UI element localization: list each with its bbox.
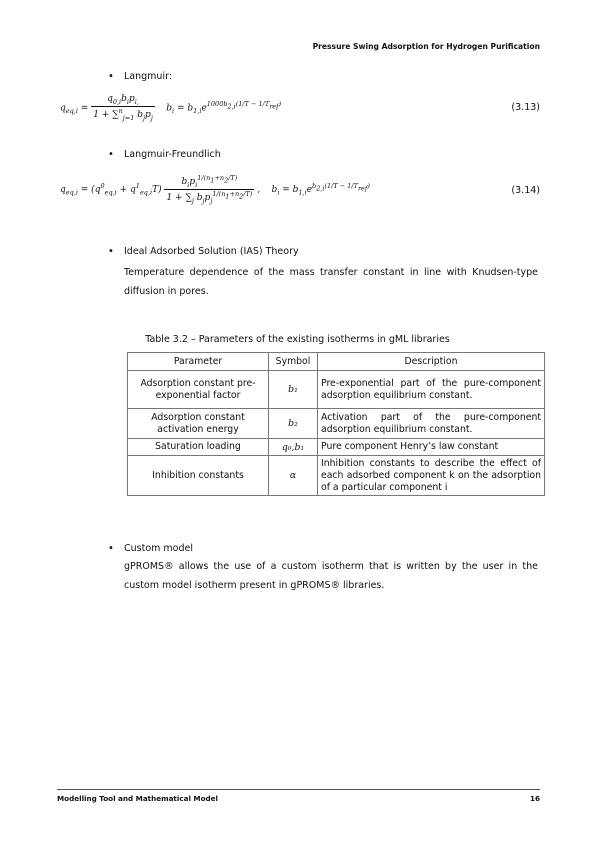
table-header-row	[128, 353, 545, 371]
equation-langmuir: $q_{eq,i}$ = $\frac{q_{0,i}b_ip_{i,}}{1 + \sum^n_{j=1} b_jp_j}$ $b_i = b_{1,i}e^{1000b_{2,i}(1/T - 1/T_{ref})}$	[60, 94, 282, 122]
footer-title: Modelling Tool and Mathematical Model	[57, 794, 218, 803]
cell-parameter: Adsorption constant activation energy	[128, 409, 269, 439]
footer-divider	[57, 789, 540, 790]
running-header: Pressure Swing Adsorption for Hydrogen Purification	[312, 42, 540, 51]
model-label-ias: Ideal Adsorbed Solution (IAS) Theory	[124, 246, 299, 257]
table-caption: Table 3.2 – Parameters of the existing isotherms in gML libraries	[145, 334, 450, 345]
cell-parameter: Inhibition constants	[128, 456, 269, 496]
column-header-symbol: Symbol	[269, 353, 318, 371]
cell-symbol: b₂	[269, 409, 318, 439]
cell-description: Pre-exponential part of the pure-component adsorption equilibrium constant.	[318, 371, 545, 409]
custom-model-description: gPROMS® allows the use of a custom isotherm that is written by the user in the custom model isotherm present in gPROMS® libraries.	[124, 561, 538, 591]
cell-parameter: Adsorption constant pre-exponential factor	[128, 371, 269, 409]
cell-description: Pure component Henry’s law constant	[318, 439, 545, 456]
table-row	[128, 409, 545, 439]
parameters-table	[127, 352, 545, 496]
cell-description: Inhibition constants to describe the effect of each adsorbed component k on the adsorption of a particular component i	[318, 456, 545, 496]
cell-symbol: b₁	[269, 371, 318, 409]
table-row	[128, 456, 545, 496]
equation-number-3-13: (3.13)	[511, 102, 540, 113]
table-row	[128, 371, 545, 409]
ias-description: Temperature dependence of the mass transfer constant in line with Knudsen-type diffusion in pores.	[124, 267, 538, 297]
cell-parameter: Saturation loading	[128, 439, 269, 456]
model-label-langmuir-freundlich: Langmuir-Freundlich	[124, 149, 221, 160]
table-row	[128, 439, 545, 456]
cell-symbol: q₀,b₁	[269, 439, 318, 456]
model-label-langmuir: Langmuir:	[124, 71, 173, 82]
equation-number-3-14: (3.14)	[511, 185, 540, 196]
cell-description: Activation part of the pure-component adsorption equilibrium constant.	[318, 409, 545, 439]
column-header-parameter: Parameter	[128, 353, 269, 371]
page-number: 16	[529, 794, 540, 803]
model-label-custom: Custom model	[124, 543, 193, 554]
column-header-description: Description	[318, 353, 545, 371]
cell-symbol: α	[269, 456, 318, 496]
equation-langmuir-freundlich: $q_{eq,i} = (q^0_{eq,i} + q^1_{eq,i}T)$ $\frac{b_ip_i^{1/(n_1+n_2/T)}}{1 + \sum_j b_jp_j^{1/(n_1+n_2/T)}}$ , $b_i = b_{1,i}e^{b_{2,i}(1/T - 1/T_{ref})}$	[60, 174, 370, 205]
